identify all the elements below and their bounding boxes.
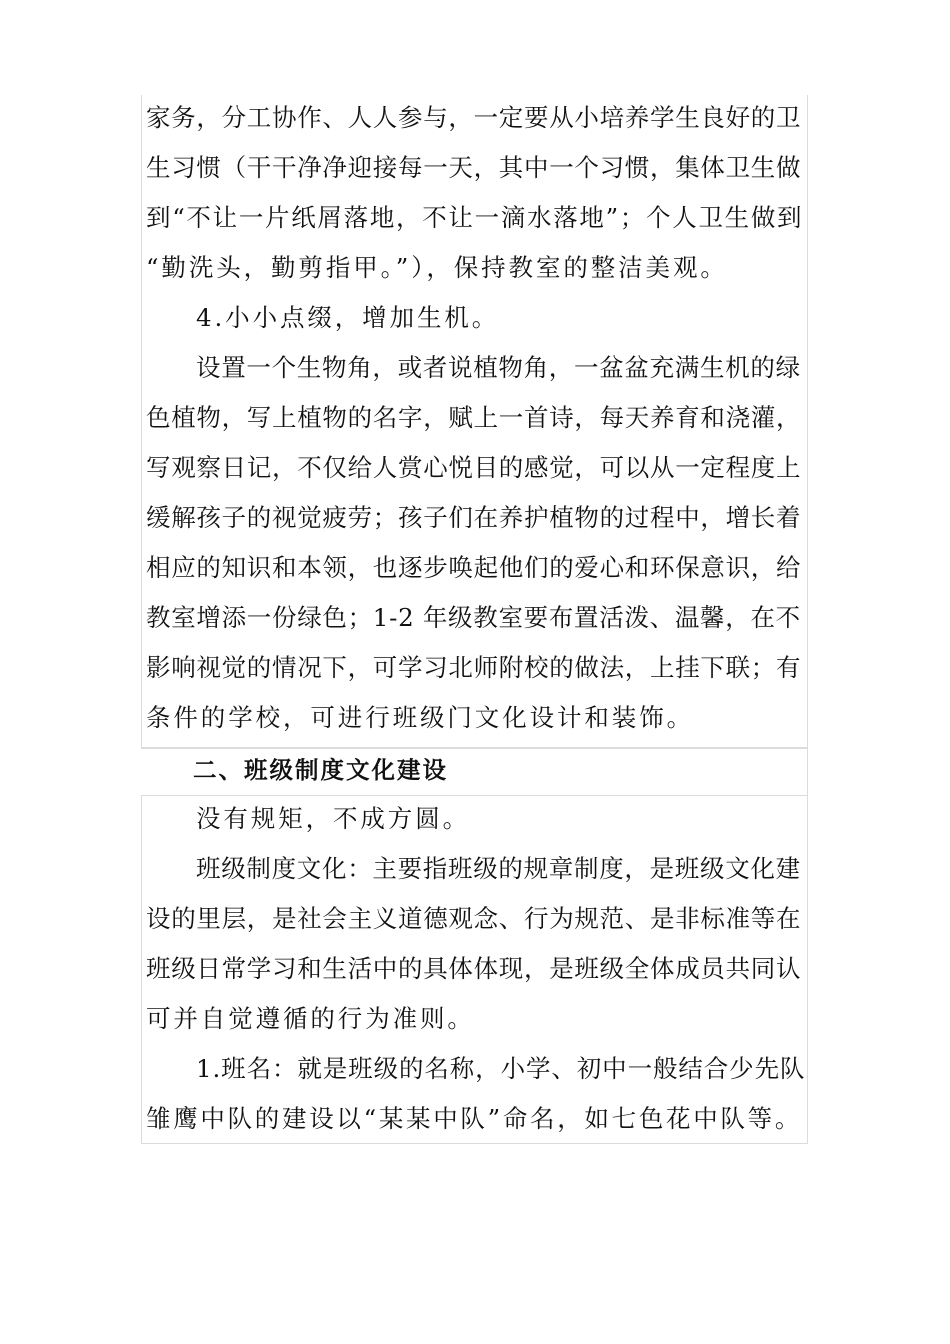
paragraph-line: 到“不让一片纸屑落地，不让一滴水落地”；个人卫生做到 xyxy=(146,203,804,232)
paragraph-line: 相应的知识和本领，也逐步唤起他们的爱心和环保意识，给 xyxy=(146,553,802,582)
paragraph-line: 设的里层，是社会主义道德观念、行为规范、是非标准等在 xyxy=(146,904,802,933)
subheading-line: 4.小小点缀，增加生机。 xyxy=(196,303,500,332)
paragraph-line: 1.班名：就是班级的名称，小学、初中一般结合少先队 xyxy=(196,1054,806,1083)
paragraph-line: 设置一个生物角，或者说植物角，一盆盆充满生机的绿 xyxy=(196,353,801,382)
paragraph-line: 写观察日记，不仅给人赏心悦目的感觉，可以从一定程度上 xyxy=(146,453,802,482)
paragraph-line: 缓解孩子的视觉疲劳；孩子们在养护植物的过程中，增长着 xyxy=(146,503,802,532)
paragraph-line: 雏鹰中队的建设以“某某中队”命名，如七色花中队等。 xyxy=(146,1104,803,1133)
text-block-class-system-culture xyxy=(141,796,808,1144)
paragraph-line: 色植物，写上植物的名字，赋上一首诗，每天养育和浇灌， xyxy=(146,403,802,432)
paragraph-line: 影响视觉的情况下，可学习北师附校的做法，上挂下联；有 xyxy=(146,653,802,682)
paragraph-line: 可并自觉遵循的行为准则。 xyxy=(146,1004,475,1033)
section-heading: 二、班级制度文化建设 xyxy=(193,756,448,784)
paragraph-line: 班级制度文化：主要指班级的规章制度，是班级文化建 xyxy=(196,854,801,883)
paragraph-line: 条件的学校，可进行班级门文化设计和装饰。 xyxy=(146,703,694,732)
text-block-classroom-environment xyxy=(141,95,808,748)
paragraph-line: “勤洗头，勤剪指甲。”），保持教室的整洁美观。 xyxy=(146,253,728,282)
paragraph-line: 班级日常学习和生活中的具体体现，是班级全体成员共同认 xyxy=(146,954,802,983)
paragraph-line: 教室增添一份绿色；1-2 年级教室要布置活泼、温馨，在不 xyxy=(146,603,801,632)
paragraph-line: 没有规矩，不成方圆。 xyxy=(196,804,470,833)
paragraph-line: 生习惯（干干净净迎接每一天，其中一个习惯，集体卫生做 xyxy=(146,153,802,182)
section-heading-box xyxy=(141,748,808,796)
paragraph-line: 家务，分工协作、人人参与，一定要从小培养学生良好的卫 xyxy=(146,103,802,132)
